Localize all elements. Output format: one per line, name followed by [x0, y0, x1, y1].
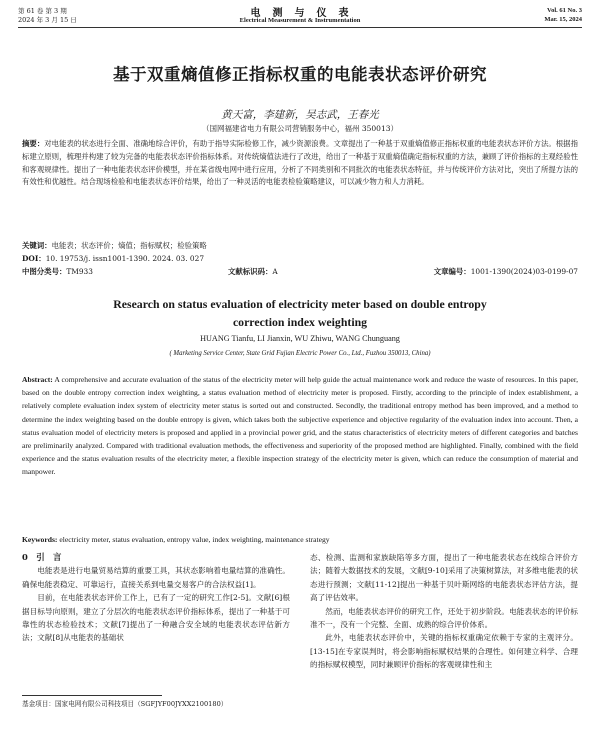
header-rule: [18, 27, 582, 28]
body-paragraph: 然而，电能表状态评价的研究工作，还处于初步阶段。电能表状态的评价标准不一，没有一个完整、全面、成熟的综合评价体系。: [310, 606, 578, 630]
abstract-en: [22, 373, 578, 479]
abstract-cn-text: 对电能表的状态进行全面、准确地综合评价，有助于指导实际检修工作，减少资源浪费。文章提出了一种基于双重熵值修正指标权重的电能表状态评价方法。根据指标建立原则，梳理并构建了较为完备的电能表状态评价指标体系。对传统熵值法进行了改进，给出了一种基于双重熵值确定指标权重的方法，兼顾了评价指标的主观经验性和客观规律性。提出了一种电能表状态评价模型，并在某省级电网中进行应用，分析了不同类别和不同批次的电能表状态特征，并与传统评价方法对比，突出了所提方法的有效性和优越性。结合现场检验和电能表状态评价结果，给出了一种灵活的电能表检验策略建议，可以减少物力和人力消耗。: [22, 139, 578, 187]
header-vol-en: Vol. 61 No. 3: [547, 7, 582, 14]
affiliation-en: ( Marketing Service Center, State Grid Fujian Electric Power Co., Ltd., Fuzhou 350013, China): [169, 350, 431, 357]
journal-name-cn: 电 测 与 仪 表: [250, 8, 350, 19]
body-paragraph: 此外，电能表状态评价中，关键的指标权重确定依赖于专家的主观评分。[13-15]在专家误判时，将会影响指标赋权结果的合理性。如何建立科学、合理的指标赋权模型，同时兼顾评价指标的客观规律性和主: [310, 633, 578, 670]
clc-line: [22, 266, 93, 279]
authors-en: HUANG Tianfu, LI Jianxin, WU Zhiwu, WANG Chunguang: [200, 334, 400, 343]
header-date-en: Mar. 15, 2024: [544, 16, 582, 23]
keywords-cn: [22, 240, 578, 253]
doc-code-label: 文献标识码：: [228, 267, 273, 276]
doi-text: 10. 19753/j. issn1001-1390. 2024. 03. 027: [45, 254, 205, 263]
body-paragraph: 态、检测、监测和家族缺陷等多方面，提出了一种电能表状态在线综合评价方法；随着大数据技术的发展，文献[9-10]采用了决策树算法，对多维电能表的状态进行预测；文献[11-12]提出一种基于贝叶斯网络的电能表状态评估方法，提高了评估效率。: [310, 553, 578, 603]
keywords-en: [22, 533, 578, 546]
keywords-cn-text: 电能表；状态评价；熵值；指标赋权；检验策略: [51, 241, 207, 250]
body-left-column: [22, 551, 290, 645]
clc-label: 中图分类号：: [22, 267, 67, 276]
doi-label: DOI：: [22, 254, 46, 263]
article-no-label: 文章编号：: [433, 267, 471, 276]
funding-footnote: 基金项目：国家电网有限公司科技项目（SGFJYF00JYXX2100180）: [22, 700, 228, 708]
keywords-en-label: Keywords:: [22, 535, 58, 544]
keywords-cn-label: 关键词：: [22, 241, 52, 250]
doc-code-text: A: [272, 267, 278, 276]
abstract-cn-label: 摘要：: [22, 139, 45, 148]
header-vol-issue: 第 61 卷 第 3 期: [18, 7, 67, 15]
keywords-en-text: electricity meter, status evaluation, entropy value, index weighting, maintenance strategy: [59, 535, 330, 544]
doc-code-line: [228, 266, 278, 279]
abstract-cn: [22, 138, 578, 189]
abstract-en-text: A comprehensive and accurate evaluation of the status of the electricity meter will help guide the actual maintenance work and reduce the waste of resources. In this paper, based on the double entropy correction index weighting, a status evaluation method of electricity meter is proposed. Firstly, according to the principle of index establishment, a relatively complete evaluation index system of electricity meter status is sorted out and constructed. Secondly, the traditional entropy method has been improved, and a method to determine the index weighting based on the double entropy is given, which takes both the subjective experience and objective regularity of the evaluation index into account. Then, a status evaluation model of electricity meters is proposed and applied in a provincial power grid, and the status characteristics of electricity meters of different categories and batches are preliminarily analyzed. Compared with traditional evaluation methods, the effectiveness and superiority of the proposed method are highlighted. Finally, combined with the field experience and the status evaluation results of the electricity meter, a flexible inspection strategy of the electricity meter is given, which can reduce the consumption of material and manpower.: [22, 375, 578, 477]
authors-cn: 黄天富，李建新，吴志武，王春光: [221, 109, 379, 121]
body-paragraph: 目前，在电能表状态评价工作上，已有了一定的研究工作[2-5]。文献[6]根据目标导向原则，建立了分层次的电能表状态评价指标体系，提出了一种基于可靠性的状态检验技术；文献[7]提出了一种融合安全域的电能表状态评估新方法；文献[8]从电能表的基础状: [22, 593, 290, 643]
paper-title-en: [0, 295, 600, 331]
article-no-line: [434, 266, 578, 279]
header-date: 2024 年 3 月 15 日: [18, 16, 77, 24]
paper-title-cn: 基于双重熵值修正指标权重的电能表状态评价研究: [113, 65, 487, 84]
footnote-rule: [22, 695, 162, 696]
paper-title-en-text: Research on status evaluation of electricity meter based on double entropy correction index weighting: [113, 297, 487, 329]
clc-text: TM933: [66, 267, 93, 276]
affiliation-cn: （国网福建省电力有限公司营销服务中心，福州 350013）: [201, 124, 398, 133]
body-right-column: [310, 551, 578, 672]
journal-name-en: Electrical Measurement & Instrumentation: [239, 17, 361, 24]
section-heading-introduction: 0 引 言: [22, 552, 62, 562]
abstract-en-label: Abstract:: [22, 375, 53, 384]
body-paragraph: 电能表是进行电量贸易结算的重要工具，其状态影响着电量结算的准确性。确保电能表稳定、可靠运行，直接关系到电量交易客户的合法权益[1]。: [22, 566, 290, 589]
article-no-text: 1001-1390(2024)03-0199-07: [470, 267, 578, 276]
doi-line: [22, 253, 578, 266]
